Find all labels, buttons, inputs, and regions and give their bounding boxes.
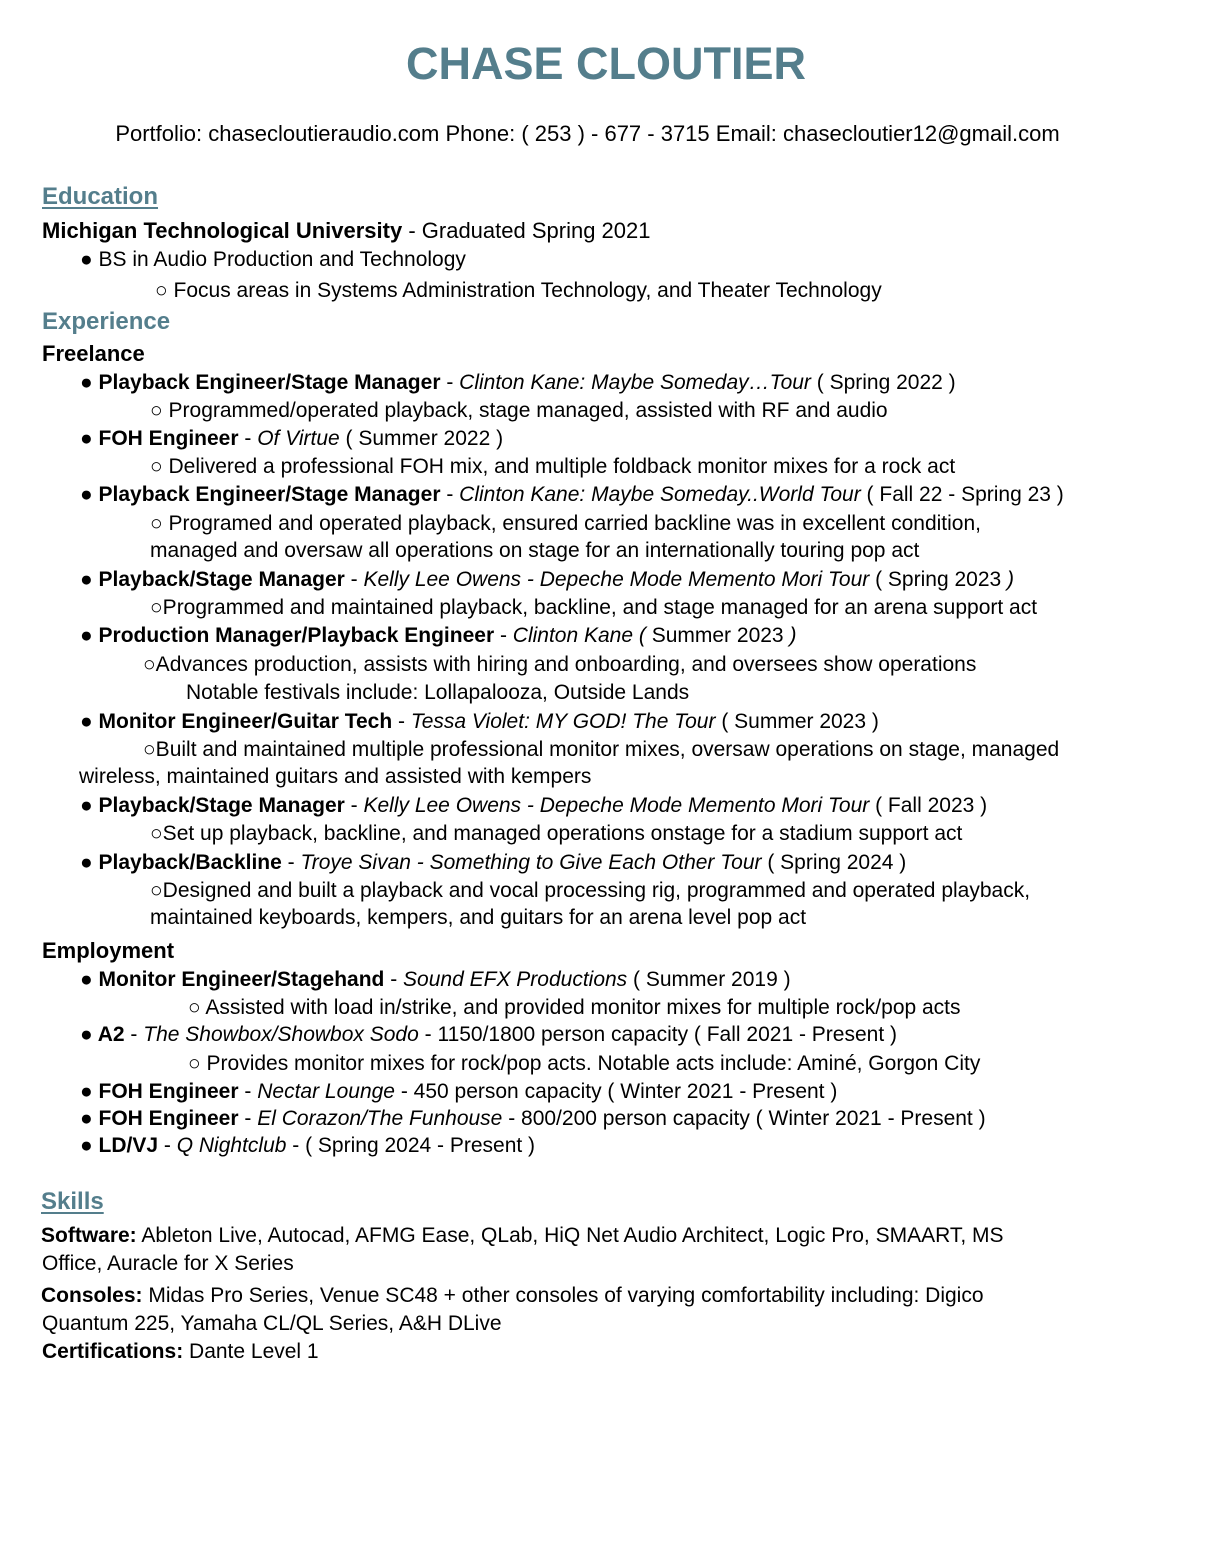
job-description: Notable festivals include: Lollapalooza, Outside Lands [186,681,690,704]
employment-details: - 1150/1800 person capacity ( Fall 2021 - Present ) [418,1023,897,1046]
separator: - [124,1023,144,1046]
job-title-line [80,623,796,649]
skills-software-label: Software: [41,1224,137,1247]
employment-organization: Q Nightclub [176,1134,287,1157]
employment-title: ● FOH Engineer [80,1080,239,1103]
separator: - [494,624,513,647]
job-organization: Clinton Kane: Maybe Someday…Tour [459,371,811,394]
education-school-line [42,218,651,244]
skills-certifications-line [42,1339,319,1365]
job-date: ( Spring 2024 ) [761,851,907,874]
employment-title: ● A2 [80,1023,125,1046]
separator: - [238,1107,258,1130]
job-title-line [80,850,906,876]
skills-heading: Skills [41,1188,104,1215]
job-title-line [80,567,1014,593]
employment-title: ● LD/VJ [80,1134,159,1157]
job-date: Summer 2023 [645,624,790,647]
separator: - [238,427,258,450]
skills-software-values: Ableton Live, Autocad, AFMG Ease, QLab, HiQ Net Audio Architect, Logic Pro, SMAART, MS [136,1224,1004,1247]
graduation-date: - Graduated Spring 2021 [402,218,651,243]
employment-organization: Sound EFX Productions [403,968,628,991]
job-date: ( Fall 2023 ) [869,794,988,817]
job-title: ● Playback Engineer/Stage Manager [80,483,441,506]
skills-consoles-values: Midas Pro Series, Venue SC48 + other consoles of varying comfortability including: Digico [142,1284,984,1307]
job-description: wireless, maintained guitars and assisted with kempers [79,765,592,788]
job-title: ● Playback/Stage Manager [80,568,345,591]
resume-name: CHASE CLOUTIER [405,38,806,89]
employment-organization: The Showbox/Showbox Sodo [143,1023,419,1046]
job-date: ( Summer 2022 ) [339,427,504,450]
employment-organization: El Corazon/The Funhouse [257,1107,503,1130]
job-organization: Clinton Kane: Maybe Someday..World Tour [459,483,861,506]
separator: - [344,794,364,817]
job-organization: Clinton Kane ( [512,624,646,647]
separator: - [344,568,364,591]
job-description: maintained keyboards, kempers, and guitars for an arena level pop act [150,906,807,929]
job-title-line [80,793,987,819]
job-organization: Of Virtue [257,427,340,450]
job-title: ● Playback/Backline [80,851,282,874]
job-title-line [80,482,1064,508]
education-degree: ● BS in Audio Production and Technology [80,248,466,271]
skills-certifications-values: Dante Level 1 [183,1340,319,1363]
employment-description: ○ Assisted with load in/strike, and provided monitor mixes for multiple rock/pop acts [188,996,961,1019]
education-heading: Education [42,183,159,210]
job-date: ( Spring 2022 ) [810,371,956,394]
job-description: ○ Programmed/operated playback, stage managed, assisted with RF and audio [150,399,888,422]
separator: - [281,851,301,874]
skills-consoles-label: Consoles: [41,1284,143,1307]
separator: - [384,968,404,991]
employment-title-line [80,1079,837,1105]
job-date: ( Spring 2023 [869,568,1008,591]
skills-consoles-line-2: Quantum 225, Yamaha CL/QL Series, A&H DLive [42,1312,502,1335]
education-focus: ○ Focus areas in Systems Administration Technology, and Theater Technology [155,279,882,302]
employment-details: - 800/200 person capacity ( Winter 2021 - Present ) [502,1107,986,1130]
school-name: Michigan Technological University [42,218,403,243]
job-date: ( Summer 2023 ) [715,710,879,733]
job-organization: Kelly Lee Owens - Depeche Mode Memento Mori Tour [363,794,870,817]
employment-details: ( Summer 2019 ) [627,968,791,991]
skills-consoles-line [41,1283,984,1309]
employment-organization: Nectar Lounge [257,1080,395,1103]
job-description: ○Programmed and maintained playback, backline, and stage managed for an arena support act [150,596,1038,619]
job-date-end: ) [1007,568,1015,591]
job-description: ○Built and maintained multiple professional monitor mixes, oversaw operations on stage, managed [143,738,1060,761]
employment-details: - 450 person capacity ( Winter 2021 - Present ) [394,1080,838,1103]
employment-title-line [80,1106,986,1132]
separator: - [392,710,411,733]
separator: - [440,483,460,506]
separator: - [440,371,460,394]
employment-title-line [80,1022,897,1048]
employment-details: - ( Spring 2024 - Present ) [286,1134,536,1157]
job-description: ○Advances production, assists with hiring and onboarding, and oversees show operations [143,653,977,676]
job-title: ● Monitor Engineer/Guitar Tech [80,710,393,733]
job-description: ○Designed and built a playback and vocal processing rig, programmed and operated playback, [150,879,1031,902]
skills-certifications-label: Certifications: [42,1340,184,1363]
job-title: ● Playback Engineer/Stage Manager [80,371,441,394]
job-description: managed and oversaw all operations on stage for an internationally touring pop act [150,539,920,562]
employment-description: ○ Provides monitor mixes for rock/pop acts. Notable acts include: Aminé, Gorgon City [188,1052,981,1075]
job-description: ○Set up playback, backline, and managed operations onstage for a stadium support act [150,822,963,845]
experience-heading: Experience [42,308,171,335]
job-title: ● FOH Engineer [80,427,239,450]
job-description: ○ Programed and operated playback, ensured carried backline was in excellent condition, [150,512,981,535]
job-date: ( Fall 22 - Spring 23 ) [860,483,1064,506]
skills-software-line-2: Office, Auracle for X Series [42,1252,294,1275]
job-title-line [80,370,956,396]
job-title: ● Production Manager/Playback Engineer [80,624,495,647]
job-organization: Tessa Violet: MY GOD! The Tour [410,710,716,733]
job-description: ○ Delivered a professional FOH mix, and multiple foldback monitor mixes for a rock act [150,455,956,478]
freelance-heading: Freelance [42,341,145,366]
employment-title: ● Monitor Engineer/Stagehand [80,968,385,991]
employment-title-line [80,1133,535,1159]
job-date-end: ) [789,624,797,647]
job-title: ● Playback/Stage Manager [80,794,345,817]
employment-title-line [80,967,791,993]
job-title-line [80,426,503,452]
job-title-line [80,709,879,735]
job-organization: Troye Sivan - Something to Give Each Other Tour [300,851,762,874]
separator: - [238,1080,258,1103]
separator: - [158,1134,177,1157]
contact-line: Portfolio: chasecloutieraudio.com Phone: ( 253 ) - 677 - 3715 Email: chasecloutier12@gmail.com [115,121,1060,146]
employment-heading: Employment [42,938,175,963]
skills-software-line [41,1223,1004,1249]
employment-title: ● FOH Engineer [80,1107,239,1130]
job-organization: Kelly Lee Owens - Depeche Mode Memento Mori Tour [363,568,870,591]
